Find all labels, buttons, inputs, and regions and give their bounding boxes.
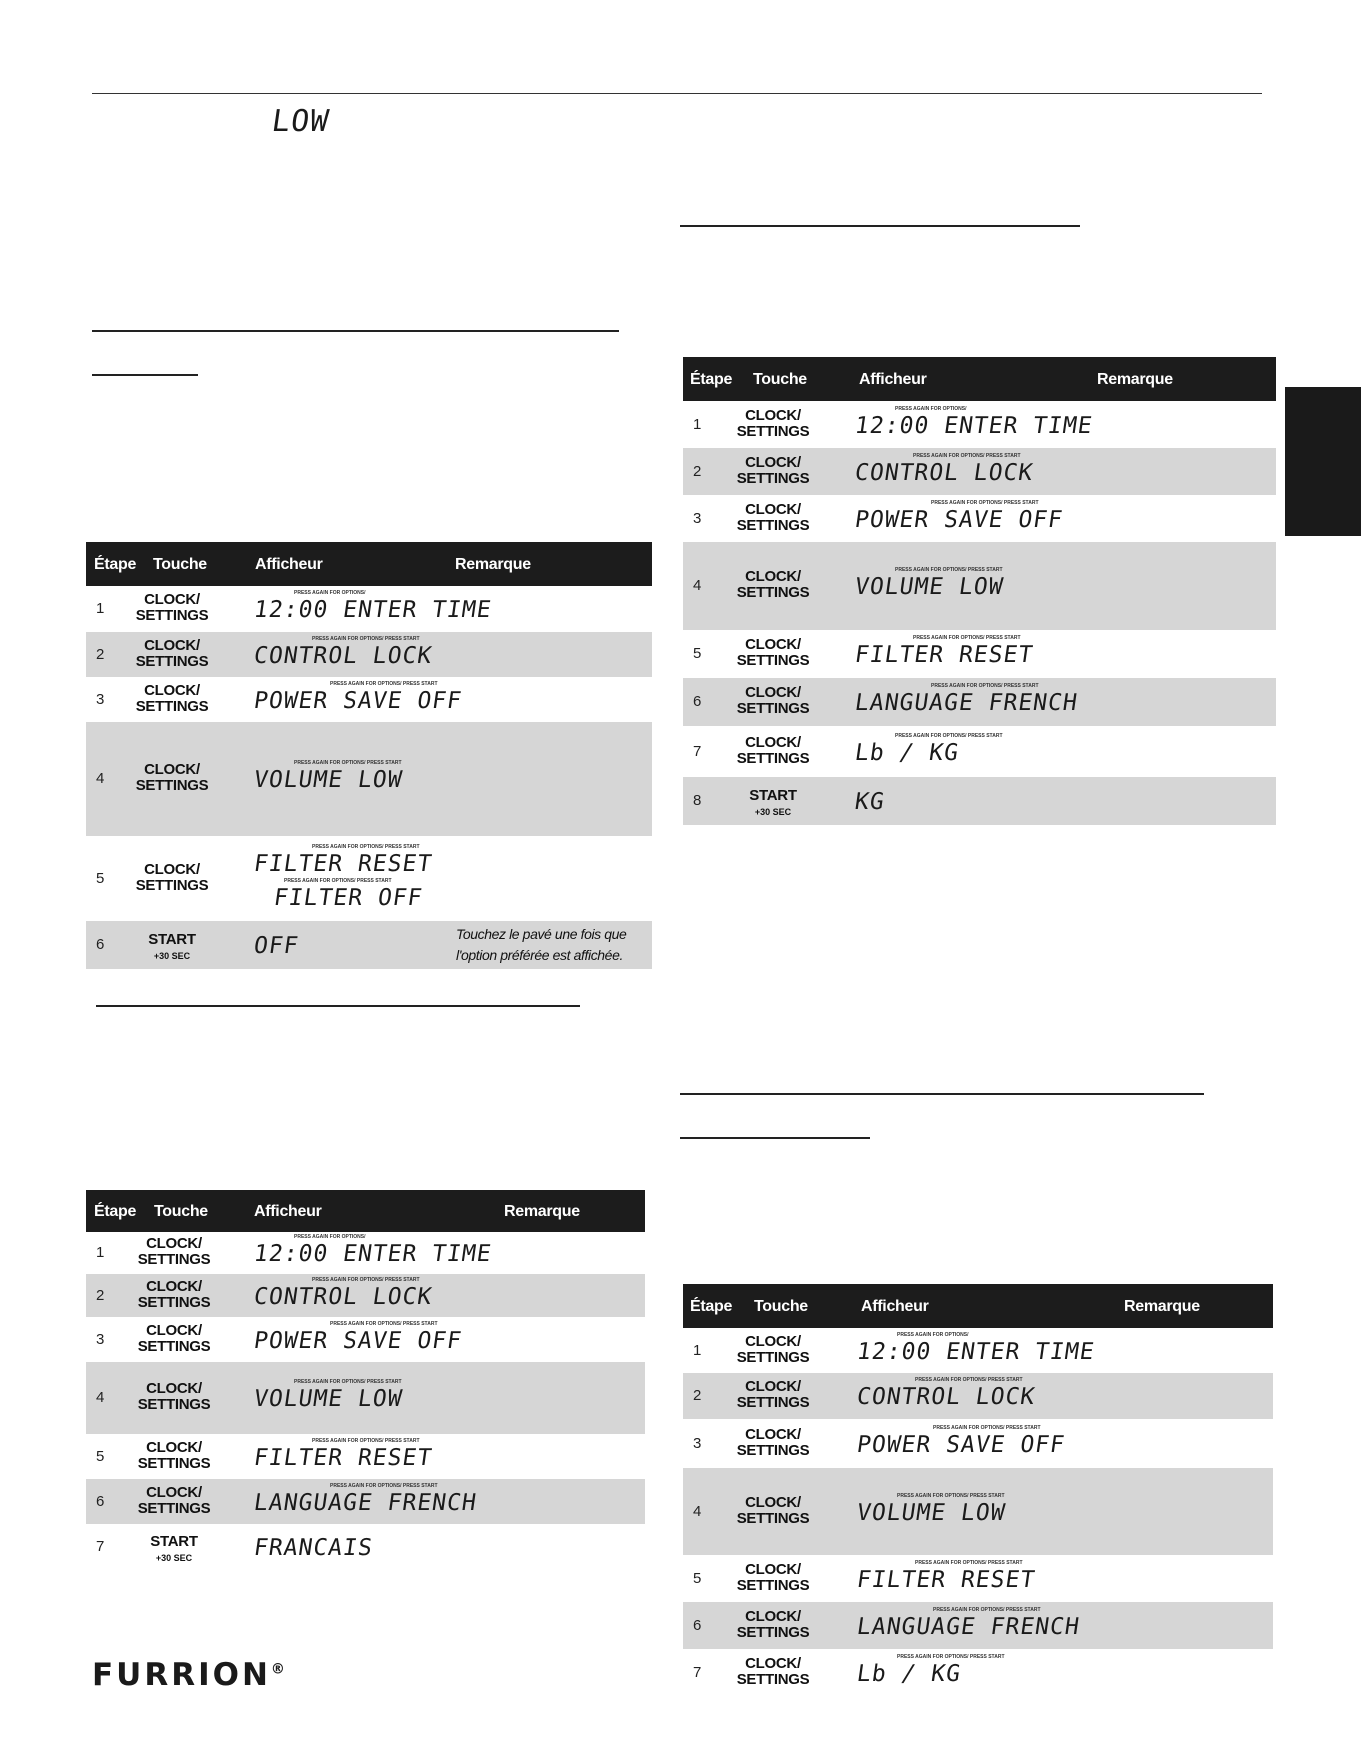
- clock-settings-key: [723, 502, 823, 534]
- key-label-line2: SETTINGS: [736, 422, 810, 440]
- step-number: 4: [693, 1502, 702, 1520]
- start-key: [124, 1534, 224, 1566]
- lcd-display: Lb / KG: [853, 739, 961, 766]
- table-row: [683, 726, 1276, 777]
- header-display: Afficheur: [255, 556, 323, 573]
- table-row: [86, 836, 652, 921]
- key-label-line2: +30 SEC: [155, 1552, 193, 1563]
- step-number: 1: [96, 1244, 105, 1261]
- lcd-display: FILTER RESET: [853, 642, 1035, 668]
- lcd-prompt: PRESS AGAIN FOR OPTIONS/ PRESS START: [330, 1320, 438, 1327]
- clock-settings-key: [122, 862, 222, 894]
- lcd-prompt: PRESS AGAIN FOR OPTIONS/ PRESS START: [931, 683, 1039, 689]
- settings-table-c: [683, 357, 1276, 827]
- lcd-prompt: PRESS AGAIN FOR OPTIONS/ PRESS START: [284, 877, 392, 884]
- lcd-prompt: PRESS AGAIN FOR OPTIONS/ PRESS START: [312, 635, 420, 642]
- key-label-line2: SETTINGS: [137, 1396, 211, 1413]
- clock-settings-key: [723, 1495, 823, 1527]
- table-row: [683, 1373, 1273, 1419]
- clock-settings-key: [723, 685, 823, 717]
- key-label-line2: +30 SEC: [754, 807, 792, 817]
- clock-settings-key: [124, 1440, 224, 1472]
- lcd-display: VOLUME LOW: [855, 1499, 1008, 1526]
- clock-settings-key: [723, 455, 823, 487]
- key-label-line1: CLOCK/: [144, 636, 200, 654]
- lcd-prompt: PRESS AGAIN FOR OPTIONS/ PRESS START: [933, 1606, 1041, 1613]
- header-step: Étape: [690, 371, 733, 388]
- key-label-line1: START: [148, 931, 196, 948]
- lcd-display: VOLUME LOW: [252, 767, 405, 793]
- header-key: Touche: [153, 556, 207, 573]
- lcd-prompt: PRESS AGAIN FOR OPTIONS/ PRESS START: [330, 1482, 438, 1489]
- key-label-line1: CLOCK/: [745, 1332, 801, 1350]
- clock-settings-key: [723, 1379, 823, 1411]
- lcd-prompt: PRESS AGAIN FOR OPTIONS/: [897, 1331, 969, 1338]
- remark-line2: l'option préférée est affichée.: [456, 947, 623, 963]
- step-number: 1: [693, 1341, 702, 1359]
- table-row: [86, 632, 652, 677]
- key-label-line2: SETTINGS: [736, 749, 810, 767]
- step-number: 6: [693, 1616, 702, 1634]
- key-label-line2: SETTINGS: [137, 1293, 211, 1311]
- table-header: [86, 1190, 645, 1232]
- key-label-line1: CLOCK/: [745, 453, 801, 471]
- step-number: 3: [693, 1434, 702, 1452]
- step-number: 7: [693, 1664, 702, 1681]
- table-row: [683, 448, 1276, 495]
- clock-settings-key: [124, 1236, 224, 1268]
- table-row: [86, 677, 652, 722]
- step-number: 1: [693, 415, 702, 433]
- key-label-line1: CLOCK/: [745, 1425, 801, 1443]
- table-row: [86, 921, 652, 969]
- start-key: [723, 788, 823, 820]
- key-label-line2: SETTINGS: [736, 1509, 810, 1527]
- key-label-line1: CLOCK/: [745, 636, 801, 653]
- key-label-line1: CLOCK/: [146, 1380, 202, 1397]
- top-rule: [92, 93, 1262, 94]
- brand-name: FURRION: [92, 1657, 271, 1693]
- table-row: [683, 678, 1276, 726]
- step-number: 4: [96, 1389, 105, 1406]
- lcd-display: 12:00 ENTER TIME: [252, 1241, 494, 1267]
- start-key: [122, 932, 222, 964]
- lcd-display: LANGUAGE FRENCH: [855, 1613, 1082, 1640]
- lcd-display: POWER SAVE OFF: [853, 506, 1065, 533]
- key-label-line1: CLOCK/: [146, 1235, 202, 1252]
- lcd-prompt: PRESS AGAIN FOR OPTIONS/ PRESS START: [294, 760, 402, 766]
- key-label-line2: SETTINGS: [137, 1499, 211, 1517]
- lcd-prompt: PRESS AGAIN FOR OPTIONS/: [294, 590, 366, 596]
- table-header: [683, 1284, 1273, 1328]
- clock-settings-key: [723, 1562, 823, 1594]
- table-row: [86, 1362, 645, 1434]
- step-number: 5: [96, 869, 105, 887]
- step-number: 1: [96, 600, 105, 617]
- key-label-line2: SETTINGS: [736, 584, 810, 601]
- key-label-line1: CLOCK/: [745, 684, 801, 701]
- header-remark: Remarque: [504, 1203, 580, 1220]
- settings-table-a: [86, 542, 652, 966]
- table-row: [86, 1524, 645, 1569]
- clock-settings-key: [723, 1334, 823, 1366]
- clock-settings-key: [122, 592, 222, 624]
- clock-settings-key: [723, 408, 823, 440]
- lcd-prompt: PRESS AGAIN FOR OPTIONS/ PRESS START: [895, 567, 1003, 573]
- key-label-line2: SETTINGS: [736, 1348, 810, 1366]
- key-label-line2: SETTINGS: [137, 1454, 211, 1472]
- heading-underline-1b: [92, 374, 198, 376]
- clock-settings-key: [122, 762, 222, 794]
- key-label-line2: SETTINGS: [135, 607, 209, 624]
- table-header: [86, 542, 652, 586]
- key-label-line2: SETTINGS: [137, 1337, 211, 1355]
- table-row: [86, 1232, 645, 1274]
- table-row: [86, 1479, 645, 1524]
- lcd-display: 12:00 ENTER TIME: [855, 1338, 1097, 1365]
- lcd-display: Lb / KG: [855, 1661, 963, 1687]
- header-key: Touche: [753, 371, 807, 388]
- settings-table-d: [683, 1284, 1273, 1714]
- key-label-line1: CLOCK/: [146, 1321, 202, 1339]
- key-label-line1: CLOCK/: [144, 761, 200, 778]
- step-number: 2: [96, 645, 105, 663]
- key-label-line2: SETTINGS: [135, 777, 209, 794]
- clock-settings-key: [124, 1381, 224, 1413]
- clock-settings-key: [723, 637, 823, 669]
- step-number: 6: [693, 693, 702, 710]
- lcd-display: 12:00 ENTER TIME: [853, 412, 1095, 439]
- key-label-line1: CLOCK/: [745, 1493, 801, 1511]
- key-label-line1: CLOCK/: [745, 568, 801, 585]
- header-remark: Remarque: [455, 556, 531, 573]
- furrion-logo: [92, 1657, 285, 1693]
- header-display: Afficheur: [859, 371, 927, 388]
- table-row: [683, 1328, 1273, 1373]
- remark-note: [456, 924, 626, 966]
- key-label-line1: CLOCK/: [144, 681, 200, 699]
- table-row: [86, 586, 652, 632]
- lcd-display: OFF: [252, 933, 301, 959]
- table-row: [683, 1555, 1273, 1602]
- lcd-display: VOLUME LOW: [853, 574, 1006, 600]
- lcd-prompt: PRESS AGAIN FOR OPTIONS/ PRESS START: [913, 452, 1021, 459]
- table-header: [683, 357, 1276, 401]
- lcd-display: FILTER RESET: [252, 1444, 434, 1471]
- step-number: 2: [693, 462, 702, 480]
- header-key: Touche: [754, 1298, 808, 1315]
- step-number: 5: [96, 1447, 105, 1465]
- lcd-display-secondary: FILTER OFF: [272, 884, 425, 911]
- key-label-line1: CLOCK/: [745, 1560, 801, 1578]
- step-number: 3: [96, 690, 105, 708]
- lcd-display: VOLUME LOW: [252, 1386, 405, 1412]
- key-label-line2: SETTINGS: [135, 876, 209, 894]
- lcd-prompt: PRESS AGAIN FOR OPTIONS/: [895, 405, 967, 412]
- key-label-line1: CLOCK/: [745, 406, 801, 424]
- key-label-line2: SETTINGS: [736, 1576, 810, 1594]
- key-label-line1: CLOCK/: [146, 1277, 202, 1295]
- lcd-prompt: PRESS AGAIN FOR OPTIONS/ PRESS START: [931, 499, 1039, 506]
- table-row: [683, 1649, 1273, 1697]
- key-label-line2: SETTINGS: [135, 652, 209, 670]
- lcd-prompt: PRESS AGAIN FOR OPTIONS/ PRESS START: [897, 1654, 1005, 1660]
- key-label-line2: SETTINGS: [736, 516, 810, 534]
- key-label-line1: CLOCK/: [144, 860, 200, 878]
- table-row: [86, 1434, 645, 1479]
- lcd-prompt: PRESS AGAIN FOR OPTIONS/ PRESS START: [915, 1559, 1023, 1566]
- key-label-line2: SETTINGS: [736, 1623, 810, 1641]
- lcd-display: LANGUAGE FRENCH: [853, 690, 1080, 716]
- step-number: 6: [96, 1492, 105, 1510]
- heading-underline-2: [96, 1005, 580, 1007]
- table-row: [683, 1468, 1273, 1555]
- lcd-display: FILTER RESET: [855, 1566, 1037, 1593]
- lcd-display: KG: [853, 789, 887, 815]
- clock-settings-key: [723, 1609, 823, 1641]
- key-label-line1: START: [150, 1532, 198, 1550]
- lcd-prompt: PRESS AGAIN FOR OPTIONS/ PRESS START: [312, 1437, 420, 1444]
- key-label-line1: CLOCK/: [146, 1438, 202, 1456]
- lcd-display: CONTROL LOCK: [252, 1283, 434, 1310]
- clock-settings-key: [723, 1427, 823, 1459]
- header-display: Afficheur: [861, 1298, 929, 1315]
- table-row: [86, 1317, 645, 1362]
- clock-settings-key: [124, 1279, 224, 1311]
- step-number: 5: [693, 1569, 702, 1587]
- heading-underline-4b: [680, 1137, 870, 1139]
- lcd-prompt: PRESS AGAIN FOR OPTIONS/ PRESS START: [897, 1492, 1005, 1499]
- key-label-line1: CLOCK/: [146, 1483, 202, 1501]
- table-row: [683, 777, 1276, 825]
- heading-underline-3: [680, 225, 1080, 227]
- header-step: Étape: [94, 1203, 137, 1220]
- header-remark: Remarque: [1124, 1298, 1200, 1315]
- lcd-prompt: PRESS AGAIN FOR OPTIONS/ PRESS START: [913, 635, 1021, 641]
- step-number: 5: [693, 645, 702, 662]
- step-number: 4: [693, 577, 702, 594]
- lcd-prompt: PRESS AGAIN FOR OPTIONS/: [294, 1234, 366, 1240]
- step-number: 2: [693, 1387, 702, 1404]
- key-label-line2: SETTINGS: [137, 1251, 211, 1268]
- lcd-display: 12:00 ENTER TIME: [252, 597, 494, 623]
- lcd-prompt: PRESS AGAIN FOR OPTIONS/ PRESS START: [330, 680, 438, 687]
- step-number: 7: [96, 1537, 105, 1555]
- lcd-display: CONTROL LOCK: [853, 459, 1035, 486]
- heading-underline-1a: [92, 330, 619, 332]
- key-label-line1: CLOCK/: [745, 500, 801, 518]
- lcd-display: POWER SAVE OFF: [252, 1327, 464, 1354]
- key-label-line2: SETTINGS: [736, 652, 810, 669]
- lcd-display: POWER SAVE OFF: [855, 1431, 1067, 1458]
- key-label-line1: CLOCK/: [745, 1655, 801, 1672]
- top-lcd-display: LOW: [269, 104, 332, 139]
- key-label-line1: CLOCK/: [144, 591, 200, 608]
- table-row: [683, 401, 1276, 448]
- header-key: Touche: [154, 1203, 208, 1220]
- clock-settings-key: [723, 735, 823, 767]
- step-number: 3: [693, 509, 702, 527]
- key-label-line1: CLOCK/: [745, 733, 801, 751]
- header-step: Étape: [94, 556, 137, 573]
- lcd-prompt: PRESS AGAIN FOR OPTIONS/ PRESS START: [294, 1379, 402, 1385]
- lcd-prompt: PRESS AGAIN FOR OPTIONS/ PRESS START: [312, 1276, 420, 1283]
- lcd-display: LANGUAGE FRENCH: [252, 1489, 479, 1516]
- lcd-display: CONTROL LOCK: [252, 642, 434, 669]
- lcd-display: POWER SAVE OFF: [252, 687, 464, 714]
- clock-settings-key: [124, 1323, 224, 1355]
- key-label-line2: SETTINGS: [135, 697, 209, 715]
- key-label-line2: SETTINGS: [736, 700, 810, 717]
- remark-line1: Touchez le pavé une fois que: [456, 926, 627, 942]
- clock-settings-key: [723, 1656, 823, 1688]
- lcd-prompt: PRESS AGAIN FOR OPTIONS/ PRESS START: [895, 732, 1003, 739]
- table-row: [86, 1274, 645, 1317]
- section-thumb-tab: [1285, 387, 1361, 536]
- header-remark: Remarque: [1097, 371, 1173, 388]
- key-label-line2: +30 SEC: [153, 951, 191, 961]
- key-label-line1: START: [749, 787, 797, 804]
- step-number: 3: [96, 1330, 105, 1348]
- table-row: [683, 1419, 1273, 1468]
- lcd-prompt: PRESS AGAIN FOR OPTIONS/ PRESS START: [933, 1424, 1041, 1431]
- clock-settings-key: [723, 569, 823, 601]
- step-number: 6: [96, 936, 105, 953]
- table-row: [683, 1602, 1273, 1649]
- lcd-display: FRANCAIS: [252, 1534, 375, 1561]
- step-number: 7: [693, 742, 702, 760]
- clock-settings-key: [122, 638, 222, 670]
- header-step: Étape: [690, 1298, 733, 1315]
- settings-table-b: [86, 1190, 645, 1570]
- lcd-prompt: PRESS AGAIN FOR OPTIONS/ PRESS START: [312, 843, 420, 850]
- lcd-display: CONTROL LOCK: [855, 1384, 1037, 1410]
- key-label-line2: SETTINGS: [736, 469, 810, 487]
- step-number: 2: [96, 1286, 105, 1304]
- key-label-line1: CLOCK/: [745, 1607, 801, 1625]
- lcd-display: FILTER RESET: [252, 850, 434, 877]
- lcd-prompt: PRESS AGAIN FOR OPTIONS/ PRESS START: [915, 1377, 1023, 1383]
- key-label-line2: SETTINGS: [736, 1671, 810, 1688]
- table-row: [683, 542, 1276, 630]
- clock-settings-key: [124, 1485, 224, 1517]
- table-row: [86, 722, 652, 836]
- step-number: 8: [693, 792, 702, 809]
- step-number: 4: [96, 770, 105, 787]
- key-label-line1: CLOCK/: [745, 1378, 801, 1395]
- clock-settings-key: [122, 683, 222, 715]
- heading-underline-4a: [680, 1093, 1204, 1095]
- header-display: Afficheur: [254, 1203, 322, 1220]
- key-label-line2: SETTINGS: [736, 1441, 810, 1459]
- table-row: [683, 495, 1276, 542]
- brand-mark: ®: [270, 1661, 285, 1678]
- key-label-line2: SETTINGS: [736, 1394, 810, 1411]
- table-row: [683, 630, 1276, 678]
